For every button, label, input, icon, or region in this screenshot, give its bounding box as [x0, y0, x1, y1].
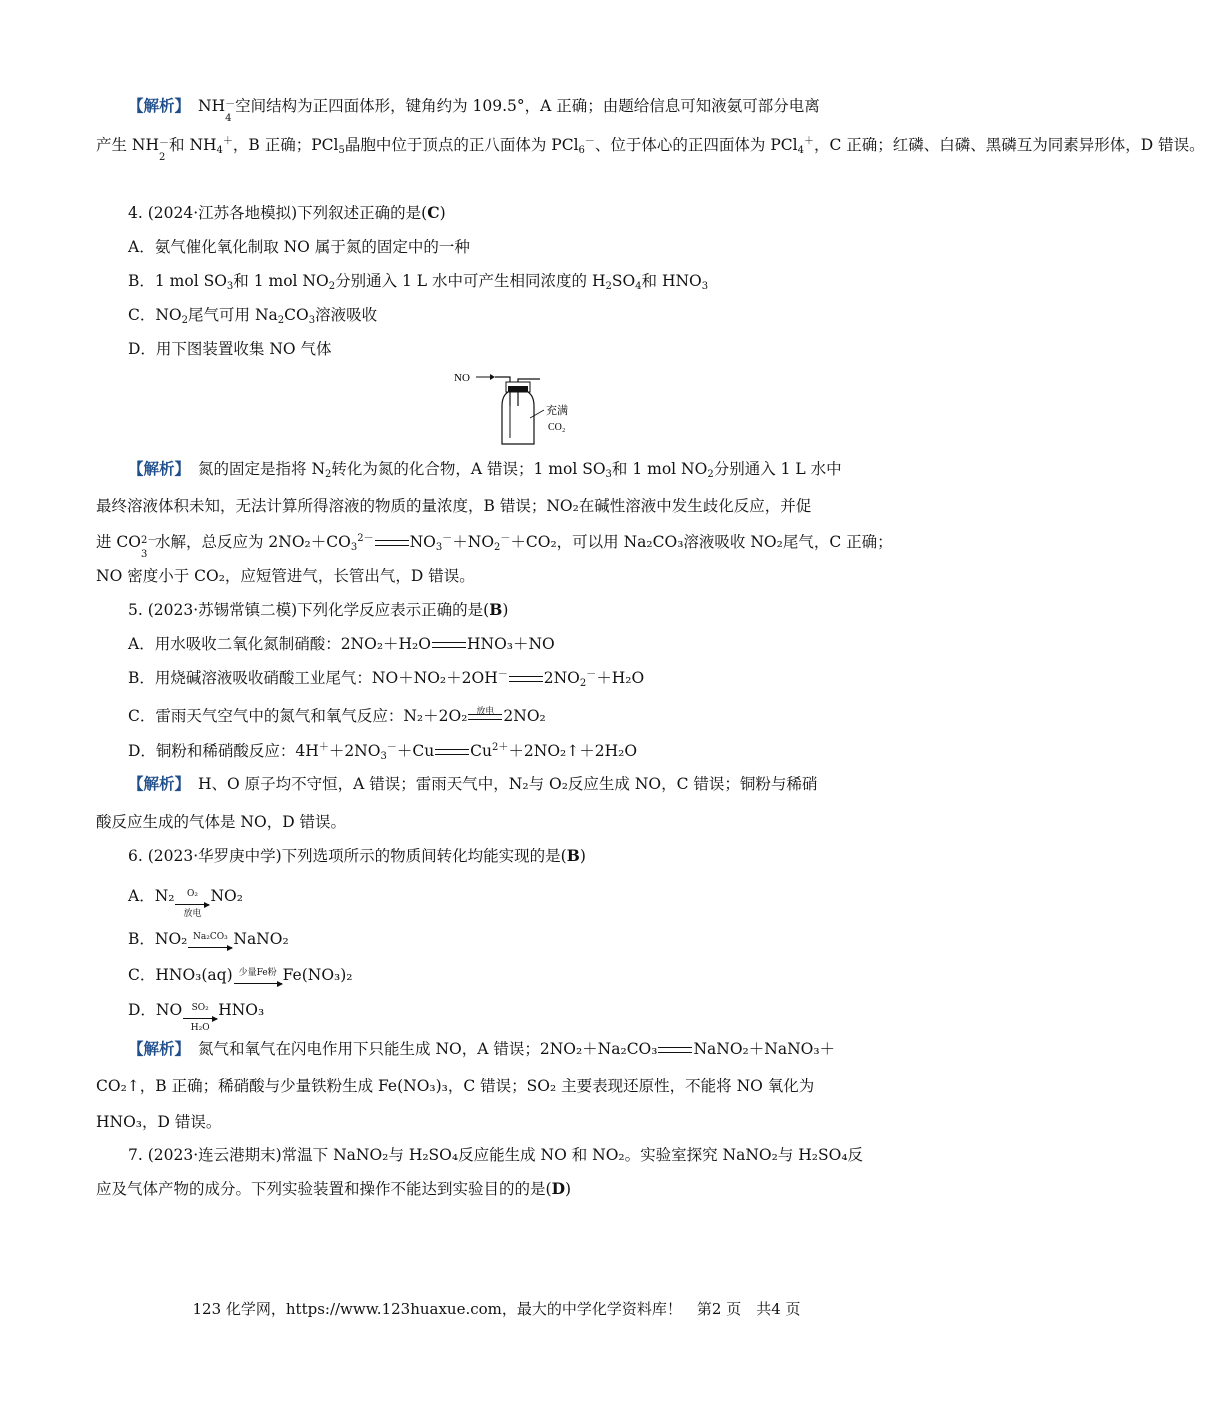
analysis-6-line-3: HNO₃，D 错误。: [96, 1113, 222, 1131]
analysis-3-line-1: 【解析】 NH － 4 空间结构为正四面体形，键角约为 109.5°，A 正确；由题给信息可知液氨可部分电离: [128, 96, 820, 124]
question-4-option-c: C．$NO_2$尾气可用 $Na_2CO_3$溶液吸收: [128, 306, 378, 326]
answer-5: B: [489, 600, 503, 619]
gas-bottle-figure: [448, 366, 588, 450]
question-5-option-c: C．雷雨天气空气中的氮气和氧气反应：N₂＋2O₂ 放电 2NO₂: [128, 707, 546, 725]
question-6-option-c: C．HNO₃(aq) 少量Fe粉 Fe(NO₃)₂: [128, 966, 353, 984]
analysis-5-line-1: 【解析】 H、O 原子均不守恒，A 错误；雷雨天气中，N₂与 O₂反应生成 NO，C 错误；铜粉与稀硝: [128, 774, 818, 793]
question-5-option-b: B．用烧碱溶液吸收硝酸工业尾气：NO＋NO₂＋2OH－ $2NO_2^-+H_2O$: [128, 669, 645, 689]
question-5-stem: 5. (2023·苏锡常镇二模)下列化学反应表示正确的是(B): [128, 600, 509, 619]
fill-label: 充满: [546, 404, 568, 417]
answer-6: B: [566, 846, 580, 865]
question-5-option-d: D．铜粉和稀硝酸反应：$4H^++2NO_3^-+Cu$ $Cu^{2+}+2NO_2↑+2H_2O$: [128, 742, 638, 762]
question-7-line-2: 应及气体产物的成分。下列实验装置和操作不能达到实验目的的是(D): [96, 1179, 572, 1198]
analysis-4-line-4: NO 密度小于 CO₂，应短管进气，长管出气，D 错误。: [96, 567, 475, 585]
question-6-stem: 6. (2023·华罗庚中学)下列选项所示的物质间转化均能实现的是(B): [128, 846, 586, 865]
gas-label: CO₂: [548, 422, 566, 433]
answer-4: C: [427, 203, 440, 222]
analysis-3-line-2: 产生 NH － 2 和 $NH_4^+$，B 正确；PCl$_5$晶胞中位于顶点的正八面体为 PCl$_6$－、位于体心的正四面体为 PCl$_4$＋，C 正确；红磷、白磷、黑磷互为同素异形体，D 错误。: [96, 136, 1205, 163]
gas-bottle-diagram: [448, 366, 588, 450]
analysis-6-line-2: CO₂↑，B 正确；稀硝酸与少量铁粉生成 Fe(NO₃)₃，C 错误；SO₂ 主要表现还原性，不能将 NO 氧化为: [96, 1077, 815, 1095]
question-4-option-b: B．1 mol $SO_3$和 1 mol $NO_2$分别通入 1 L 水中可产生相同浓度的 $H_2SO_4$和 $HNO_3$: [128, 272, 709, 292]
question-6-option-a: A．N₂ O₂ 放电 NO₂: [128, 887, 243, 919]
question-4-option-d: D．用下图装置收集 NO 气体: [128, 340, 332, 358]
question-7-line-1: 7. (2023·连云港期末)常温下 NaNO₂与 H₂SO₄反应能生成 NO 和 NO₂。实验室探究 NaNO₂与 H₂SO₄反: [128, 1146, 864, 1164]
inlet-label: NO: [454, 372, 470, 384]
question-4-option-a: A．氨气催化氧化制取 NO 属于氮的固定中的一种: [128, 238, 470, 256]
question-4-stem: 4. (2024·江苏各地模拟)下列叙述正确的是(C): [128, 203, 446, 222]
answer-7: D: [551, 1179, 566, 1198]
analysis-6-line-1: 【解析】 氮气和氧气在闪电作用下只能生成 NO，A 错误；2NO₂＋Na₂CO₃ NaNO₂＋NaNO₃＋: [128, 1039, 836, 1058]
analysis-4-line-3: 进 CO 2－ 3 水解，总反应为 $2NO_2+CO_3^{2-}$ $NO_3^-+NO_2^-+CO_2$，可以用 Na₂CO₃溶液吸收 NO₂尾气，C 正确；: [96, 533, 893, 560]
analysis-4-line-1: 【解析】 氮的固定是指将 $N_2$转化为氮的化合物，A 错误；1 mol $SO_3$和 1 mol $NO_2$分别通入 1 L 水中: [128, 459, 842, 480]
question-6-option-d: D．NO SO₂ H₂O HNO₃: [128, 1001, 265, 1033]
analysis-4-line-2: 最终溶液体积未知，无法计算所得溶液的物质的量浓度，B 错误；NO₂在碱性溶液中发生歧化反应，并促: [96, 497, 812, 515]
question-5-option-a: A．用水吸收二氧化氮制硝酸：2NO₂＋H₂O HNO₃＋NO: [128, 635, 555, 653]
page-footer: 123 化学网，https://www.123huaxue.com，最大的中学化学资料库！ 第2 页 共4 页: [192, 1300, 801, 1318]
question-6-option-b: B．NO₂ Na₂CO₃ NaNO₂: [128, 930, 289, 948]
analysis-5-line-2: 酸反应生成的气体是 NO，D 错误。: [96, 813, 347, 831]
analysis-tag: 【解析】: [128, 96, 191, 115]
